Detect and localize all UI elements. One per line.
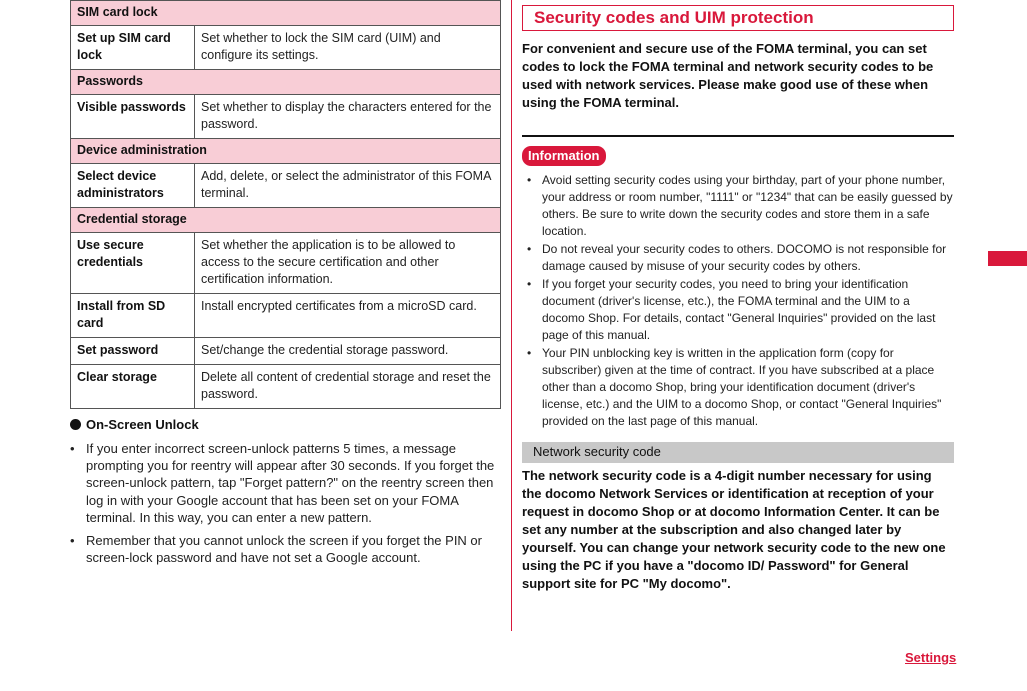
table-row <box>71 365 501 409</box>
setting-key: Set password <box>71 338 195 365</box>
unlock-notes <box>70 440 501 566</box>
setting-description: Install encrypted certificates from a microSD card. <box>195 294 501 338</box>
page-title: Security codes and UIM protection <box>522 5 954 31</box>
table-row <box>71 26 501 70</box>
list-item: • Avoid setting security codes using your birthday, part of your phone number, your address or room number, "1111" or "1234" that can be easily guessed by others. Be sure to write down the security codes and store them in a safe location. <box>522 172 954 240</box>
section-label: Passwords <box>71 70 501 95</box>
column-divider <box>511 0 512 631</box>
left-column <box>70 0 501 572</box>
setting-description: Set/change the credential storage password. <box>195 338 501 365</box>
setting-key: Set up SIM card lock <box>71 26 195 70</box>
section-rule <box>522 135 954 137</box>
table-row <box>71 294 501 338</box>
list-item: • If you enter incorrect screen-unlock patterns 5 times, a message prompting you for reentry will appear after 30 seconds. If you forget the screen-unlock pattern, tap "Forget pattern?" on the reentry screen then log in with your Google account that has been set on your FOMA terminal. In this way, you can enter a new pattern. <box>70 440 501 526</box>
footer-section-link[interactable]: Settings <box>905 650 957 665</box>
chapter-index-tab <box>988 251 1027 266</box>
bullet-dot-icon <box>70 419 81 430</box>
subheading-text: On-Screen Unlock <box>86 417 199 432</box>
setting-key: Select device administrators <box>71 164 195 208</box>
section-row <box>71 1 501 26</box>
setting-key: Use secure credentials <box>71 233 195 294</box>
setting-description: Add, delete, or select the administrator of this FOMA terminal. <box>195 164 501 208</box>
section-label: Device administration <box>71 139 501 164</box>
settings-table <box>70 0 501 409</box>
table-row <box>71 338 501 365</box>
setting-key: Clear storage <box>71 365 195 409</box>
list-item: • Your PIN unblocking key is written in the application form (copy for subscriber) given at the time of contract. If you have subscribed at a place other than a docomo Shop, bring your identification document (driver's license, etc.) and the UIM to a docomo Shop, or contact "General Inquiries" provided on the last page of this manual. <box>522 345 954 430</box>
intro-text: For convenient and secure use of the FOMA terminal, you can set codes to lock the FOMA terminal and network security codes to be used with network services. Please make good use of these when using the FOMA terminal. <box>522 41 934 110</box>
section-label: Credential storage <box>71 208 501 233</box>
list-item: • If you forget your security codes, you need to bring your identification document (driver's license, etc.), the FOMA terminal and the UIM to a docomo Shop. For details, contact "General Inquiries" provided on the last page of this manual. <box>522 276 954 344</box>
list-item: • Do not reveal your security codes to others. DOCOMO is not responsible for damage caused by misuse of your security codes by others. <box>522 241 954 275</box>
setting-description: Set whether to display the characters entered for the password. <box>195 95 501 139</box>
section-row <box>71 139 501 164</box>
section-label: SIM card lock <box>71 1 501 26</box>
table-row <box>71 164 501 208</box>
setting-key: Visible passwords <box>71 95 195 139</box>
setting-description: Set whether the application is to be allowed to access to the secure certification and other certification information. <box>195 233 501 294</box>
information-badge: Information <box>522 146 606 166</box>
table-row <box>71 95 501 139</box>
setting-description: Set whether to lock the SIM card (UIM) and configure its settings. <box>195 26 501 70</box>
right-column <box>522 5 954 593</box>
table-row <box>71 233 501 294</box>
setting-key: Install from SD card <box>71 294 195 338</box>
section-row <box>71 208 501 233</box>
on-screen-unlock-heading <box>70 417 501 432</box>
network-security-code-heading: Network security code <box>522 442 954 463</box>
information-list <box>522 172 954 430</box>
list-item: • Remember that you cannot unlock the screen if you forget the PIN or screen-lock password and have not set a Google account. <box>70 532 501 566</box>
network-security-code-text: The network security code is a 4-digit number necessary for using the docomo Network Services or identification at reception of your request in docomo Shop or at docomo Information Center. It can be set any number at the subscription and also changed later by yourself. You can change your network security code to the new one using the PC if you have a "docomo ID/ Password" for General support site for PC "My docomo". <box>522 468 946 591</box>
setting-description: Delete all content of credential storage and reset the password. <box>195 365 501 409</box>
section-row <box>71 70 501 95</box>
